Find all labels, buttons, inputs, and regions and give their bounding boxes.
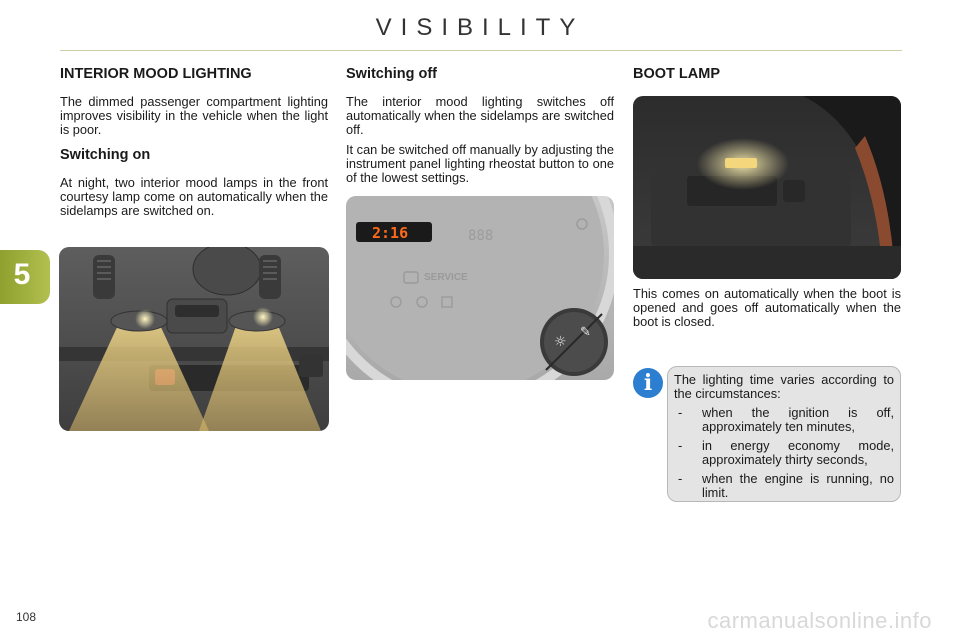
boot-lamp-heading: BOOT LAMP [633, 66, 720, 82]
switching-on-heading: Switching on [60, 147, 151, 163]
title-rule [60, 50, 902, 51]
interior-mood-lighting-intro: The dimmed passenger compartment lighting improves visibility in the vehicle when the light is poor. [60, 94, 328, 137]
switching-on-text: At night, two interior mood lamps in the front courtesy lamp come on automatically when the sidelamps are switched on. [60, 175, 328, 218]
svg-text:☼: ☼ [554, 334, 567, 350]
watermark: carmanualsonline.info [707, 608, 932, 633]
info-list [674, 406, 894, 500]
svg-text:✎: ✎ [580, 325, 591, 340]
info-list-item: - when the engine is running, no limit. [674, 472, 894, 500]
info-list-item: - when the ignition is off, approximately ten minutes, [674, 406, 894, 434]
info-icon: i [633, 368, 663, 398]
cluster-odometer: 888 [468, 228, 494, 244]
boot-lamp-text: This comes on automatically when the boot is opened and goes off automatically when the boot is closed. [633, 286, 901, 329]
rheostat-button [540, 308, 608, 376]
cluster-service-label: SERVICE [424, 272, 468, 283]
courtesy-lamp-illustration [59, 247, 329, 431]
cluster-time-readout: 2:16 [372, 224, 409, 242]
page-title: VISIBILITY [375, 14, 585, 41]
chapter-number: 5 [13, 258, 31, 291]
boot-lamp-text-block [633, 287, 901, 335]
switching-off-heading: Switching off [346, 66, 438, 82]
interior-mood-lighting-heading: INTERIOR MOOD LIGHTING [60, 66, 252, 82]
column-interior-mood-lighting [60, 66, 328, 224]
info-box [667, 366, 901, 502]
column-boot-lamp [633, 66, 901, 95]
boot-lamp-illustration [633, 96, 901, 279]
chapter-tab [0, 250, 50, 304]
column-switching-off [346, 66, 614, 191]
switching-off-text-1: The interior mood lighting switches off automatically when the sidelamps are switched off. [346, 94, 614, 137]
switching-off-text-2: It can be switched off manually by adjusting the instrument panel lighting rheostat button to one of the lowest settings. [346, 142, 614, 185]
instrument-cluster-illustration [346, 196, 614, 380]
info-intro: The lighting time varies according to the circumstances: [674, 372, 894, 401]
info-list-item: - in energy economy mode, approximately thirty seconds, [674, 439, 894, 467]
page-number: 108 [16, 610, 37, 624]
